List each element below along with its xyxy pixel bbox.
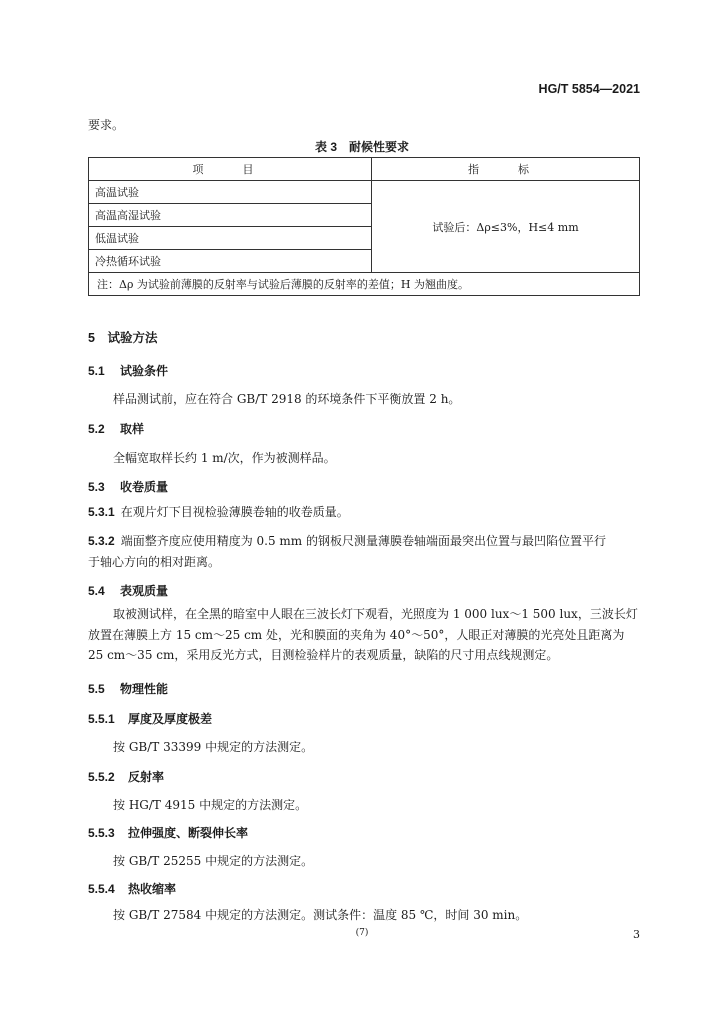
section-5-3-heading [88, 478, 168, 495]
section-5-5-3-text: 按 GB/T 25255 中规定的方法测定。 [113, 854, 314, 868]
section-number: 5.5.3 [88, 826, 115, 840]
section-number: 5.2 [88, 422, 105, 436]
section-5-2-heading [88, 420, 144, 437]
section-5-3-2 [88, 531, 640, 572]
section-5-heading: 5 试验方法 [88, 331, 158, 345]
section-5-4-text [88, 604, 640, 666]
section-title: 厚度及厚度极差 [128, 712, 213, 726]
section-title: 收卷质量 [120, 480, 169, 494]
section-5-3-1 [88, 502, 640, 523]
section-title: 表观质量 [120, 584, 169, 598]
table-caption: 表 3 耐候性要求 [314, 140, 409, 154]
section-title: 取样 [120, 422, 145, 436]
section-text-line: 于轴心方向的相对距离。 [88, 554, 221, 569]
spec-value: 试验后：Δρ≤3%，H≤4 mm [372, 181, 640, 273]
section-title: 物理性能 [120, 682, 169, 696]
section-5-1-text: 样品测试前，应在符合 GB/T 2918 的环境条件下平衡放置 2 h。 [113, 392, 461, 406]
page-number: 3 [633, 928, 640, 941]
section-5-5-1-text: 按 GB/T 33399 中规定的方法测定。 [113, 740, 314, 754]
test-item: 冷热循环试验 [89, 250, 372, 273]
section-5-5-heading [88, 680, 168, 697]
section-title: 拉伸强度、断裂伸长率 [128, 826, 249, 840]
section-number: 5.5.4 [88, 882, 115, 896]
test-item: 高温高湿试验 [89, 204, 372, 227]
test-item: 低温试验 [89, 227, 372, 250]
section-text-line: 放置在薄膜上方 15 cm～25 cm 处，光和膜面的夹角为 40°～50°，人眼正对薄膜的光亮处且距离为 [88, 627, 625, 642]
section-title: 试验条件 [120, 364, 169, 378]
section-text-line: 端面整齐度应使用精度为 0.5 mm 的钢板尺测量薄膜卷轴端面最突出位置与最凹陷位置平行 [120, 534, 606, 548]
section-number: 5.3.1 [88, 505, 115, 519]
table-row [89, 181, 640, 204]
section-5-5-4-text: 按 GB/T 27584 中规定的方法测定。测试条件：温度 85 ℃，时间 30 min。 [113, 908, 528, 922]
section-number: 5.1 [88, 364, 105, 378]
section-title: 热收缩率 [128, 882, 177, 896]
table-note: 注：Δρ 为试验前薄膜的反射率与试验后薄膜的反射率的差值；H 为翘曲度。 [89, 273, 640, 296]
section-number: 5.5.2 [88, 770, 115, 784]
table-note-row [89, 273, 640, 296]
section-text-line: 25 cm～35 cm，采用反光方式，目测检验样片的表观质量，缺陷的尺寸用点线规测定。 [88, 648, 559, 662]
section-5-2-text: 全幅宽取样长约 1 m/次，作为被测样品。 [113, 451, 336, 465]
section-5-5-1-heading [88, 710, 212, 727]
section-5-5-3-heading [88, 824, 248, 841]
section-title: 反射率 [128, 770, 165, 784]
section-5-5-4-heading [88, 880, 176, 897]
section-number: 5.5.1 [88, 712, 115, 726]
section-text: 在观片灯下目视检验薄膜卷轴的收卷质量。 [120, 505, 349, 519]
section-text-line: 取被测试样，在全黑的暗室中人眼在三波长灯下观看，光照度为 1 000 lux～1 500 lux，三波长灯 [113, 607, 638, 621]
section-5-5-2-text: 按 HG/T 4915 中规定的方法测定。 [113, 798, 308, 812]
test-item: 高温试验 [89, 181, 372, 204]
standard-number: HG/T 5854—2021 [538, 82, 640, 96]
sheet-number: (7) [355, 928, 369, 938]
section-5-4-heading [88, 582, 168, 599]
section-5-1-heading [88, 362, 168, 379]
section-number: 5.3.2 [88, 534, 115, 548]
column-header-spec: 指 标 [372, 158, 640, 181]
section-number: 5.5 [88, 682, 105, 696]
section-number: 5.4 [88, 584, 105, 598]
column-header-item: 项 目 [89, 158, 372, 181]
section-5-5-2-heading [88, 768, 164, 785]
weather-resistance-table [88, 157, 640, 296]
lead-text: 要求。 [88, 118, 125, 132]
section-number: 5.3 [88, 480, 105, 494]
table-header-row [89, 158, 640, 181]
